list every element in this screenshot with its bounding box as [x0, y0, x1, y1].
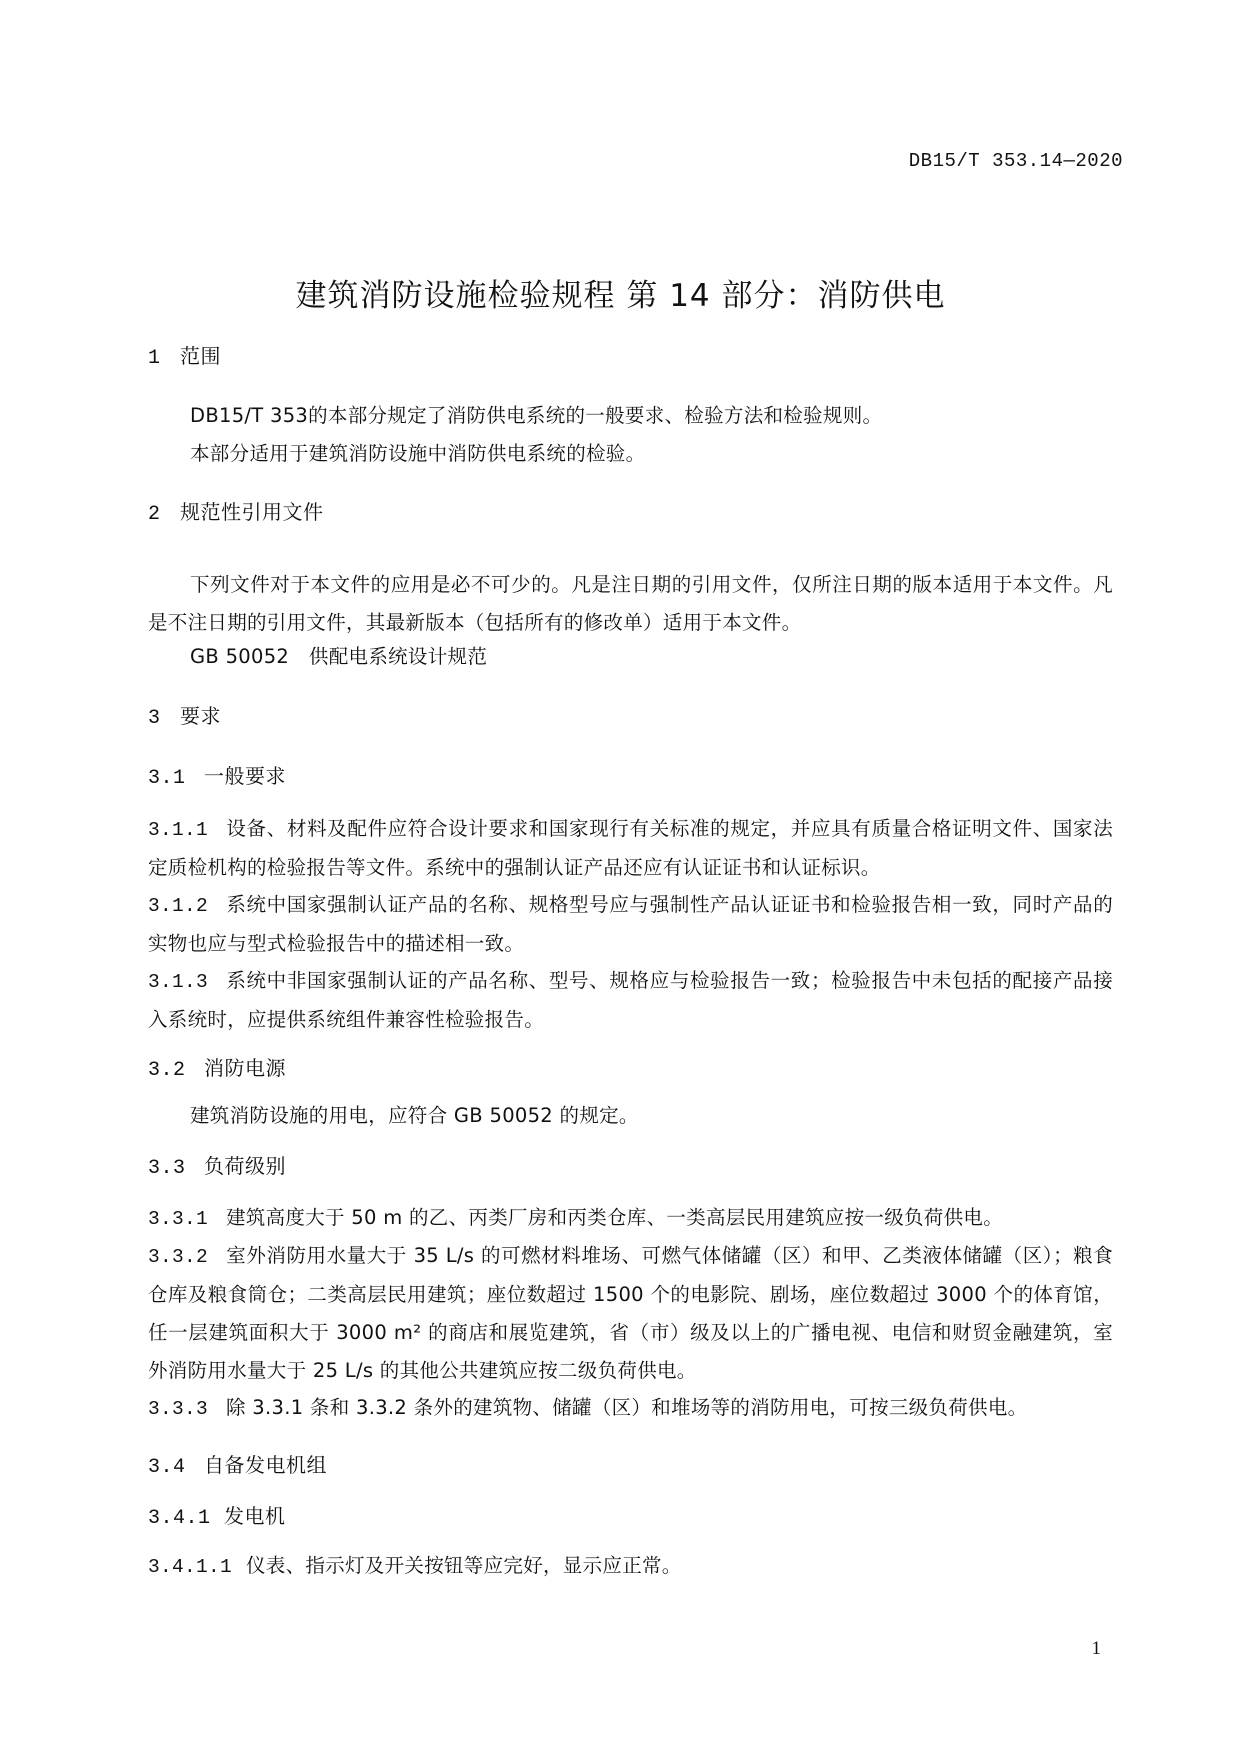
- subsection-heading-3-3: [148, 1150, 286, 1180]
- clause-text: 建筑高度大于 50 m 的乙、丙类厂房和丙类仓库、一类高层民用建筑应按一级负荷供电。: [226, 1206, 1004, 1229]
- clause-3-1-2: [148, 886, 1113, 963]
- section-number: 3.4: [148, 1456, 186, 1479]
- clause-number: 3.1.1: [148, 819, 209, 841]
- section-title: 一般要求: [204, 764, 286, 788]
- page-number: 1: [1091, 1638, 1101, 1659]
- clause-text: 仪表、指示灯及开关按钮等应完好，显示应正常。: [246, 1554, 682, 1577]
- clause-3-3-2: [148, 1237, 1113, 1390]
- clause-3-4-1-1: [148, 1550, 682, 1578]
- clause-3-1-3: [148, 962, 1113, 1039]
- paragraph: 下列文件对于本文件的应用是必不可少的。凡是注日期的引用文件，仅所注日期的版本适用于本文件。凡是不注日期的引用文件，其最新版本（包括所有的修改单）适用于本文件。: [148, 573, 1113, 634]
- subsection-heading-3-1: [148, 760, 286, 790]
- clause-text: 系统中国家强制认证产品的名称、规格型号应与强制性产品认证证书和检验报告相一致，同时产品的实物也应与型式检验报告中的描述相一致。: [148, 893, 1113, 955]
- section-number: 1: [148, 347, 161, 370]
- section-title: 规范性引用文件: [180, 500, 324, 524]
- section-number: 2: [148, 503, 161, 526]
- clause-number: 3.4.1.1: [148, 1556, 233, 1578]
- clause-3-3-3: [148, 1389, 1113, 1428]
- subsection-heading-3-2: [148, 1052, 286, 1082]
- section-title: 自备发电机组: [204, 1453, 327, 1477]
- section-title: 要求: [180, 704, 221, 728]
- clause-number: 3.3.3: [148, 1398, 209, 1420]
- clause-text: 系统中非国家强制认证的产品名称、型号、规格应与检验报告一致；检验报告中未包括的配接产品接入系统时，应提供系统组件兼容性检验报告。: [148, 969, 1113, 1031]
- section-title: 范围: [180, 344, 221, 368]
- standard-code: DB15/T 353.14—2020: [908, 150, 1123, 172]
- subsection-heading-3-4: [148, 1449, 327, 1479]
- section-heading-3: [148, 700, 221, 730]
- reference-item: GB 50052 供配电系统设计规范: [190, 645, 488, 668]
- section-heading-1: [148, 340, 221, 370]
- section-number: 3.3: [148, 1157, 186, 1180]
- section-title: 消防电源: [204, 1056, 286, 1080]
- clause-text: 除 3.3.1 条和 3.3.2 条外的建筑物、储罐（区）和堆场等的消防用电，可按三级负荷供电。: [226, 1396, 1028, 1419]
- section-number: 3.1: [148, 767, 186, 790]
- clause-number: 3.3.2: [148, 1246, 209, 1268]
- clause-text: 设备、材料及配件应符合设计要求和国家现行有关标准的规定，并应具有质量合格证明文件、国家法定质检机构的检验报告等文件。系统中的强制认证产品还应有认证证书和认证标识。: [148, 817, 1113, 879]
- paragraph: DB15/T 353的本部分规定了消防供电系统的一般要求、检验方法和检验规则。: [190, 404, 883, 427]
- paragraph: 本部分适用于建筑消防设施中消防供电系统的检验。: [190, 442, 646, 465]
- subsection-heading-3-4-1: [148, 1500, 286, 1530]
- paragraph: 建筑消防设施的用电，应符合 GB 50052 的规定。: [190, 1104, 639, 1127]
- section-number: 3: [148, 707, 161, 730]
- document-title: 建筑消防设施检验规程 第 14 部分：消防供电: [295, 278, 946, 314]
- section-number: 3.2: [148, 1059, 186, 1082]
- section-title: 负荷级别: [204, 1154, 286, 1178]
- clause-3-3-1: [148, 1199, 1113, 1238]
- clause-number: 3.1.2: [148, 895, 209, 917]
- clause-text: 室外消防用水量大于 35 L/s 的可燃材料堆场、可燃气体储罐（区）和甲、乙类液体储罐（区）；粮食仓库及粮食筒仓；二类高层民用建筑；座位数超过 1500 个的电影院、剧场，座位数超过 3000 个的体育馆，任一层建筑面积大于 3000 m² 的商店和展览建筑，省（市）级及以上的广播电视、电信和财贸金融建筑，室外消防用水量大于 25 L/s 的其他公共建筑应按二级负荷供电。: [148, 1244, 1113, 1382]
- section-heading-2: [148, 496, 324, 526]
- clause-number: 3.3.1: [148, 1208, 209, 1230]
- clause-3-1-1: [148, 810, 1113, 887]
- clause-number: 3.1.3: [148, 971, 209, 993]
- section-number: 3.4.1: [148, 1507, 211, 1530]
- section-title: 发电机: [224, 1504, 286, 1528]
